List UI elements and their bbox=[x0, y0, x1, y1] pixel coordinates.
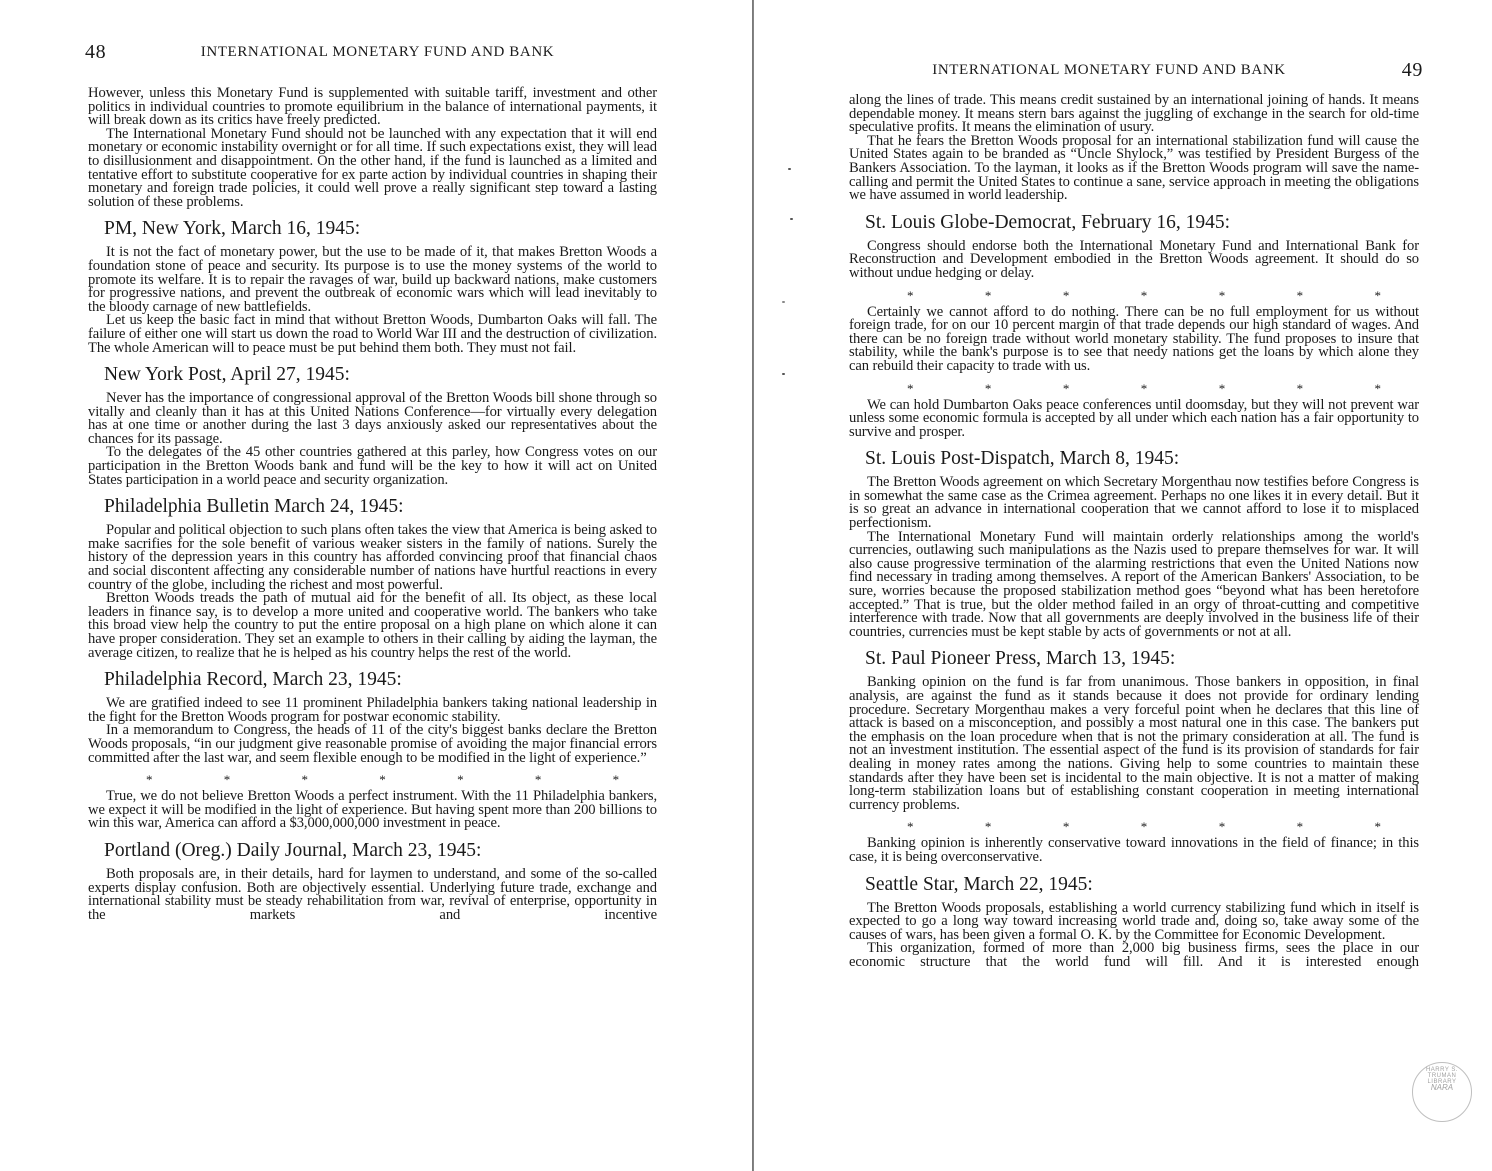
source-heading: St. Louis Globe-Democrat, February 16, 1945: bbox=[865, 211, 1231, 233]
paragraph: along the lines of trade. This means credit sustained by an international joining of hands. It means dependable money. It means stern bars against the juggling of exchange in the search for old-time speculative profits. It means the elimination of usury. bbox=[849, 92, 1419, 136]
source-heading: Philadelphia Bulletin March 24, 1945: bbox=[104, 496, 404, 518]
running-title-right: INTERNATIONAL MONETARY FUND AND BANK bbox=[932, 62, 1286, 78]
source-heading: Seattle Star, March 22, 1945: bbox=[865, 873, 1093, 895]
stamp-ring-text: HARRY S. TRUMAN LIBRARY bbox=[1425, 1067, 1459, 1085]
archive-stamp bbox=[1412, 1062, 1472, 1122]
left-running-head bbox=[85, 41, 657, 66]
scan-speck bbox=[782, 301, 785, 303]
paragraph: Banking opinion on the fund is far from unanimous. Those bankers in opposition, in final analysis, are against the fund as it stands because it does not provide for ordinary lending procedure. Secretary Morgenthau makes a very forceful point when he declares that this line of attack is based on a misconception, and possibly a most natural one in this case. The bankers put the emphasis on the loan procedure when that is not the primary consideration at all. The fund is not an investment institution. The essential aspect of the fund is its provision of standards for fair dealing in money rates among the nations. Giving help to some countries to maintain these standards after they have been set is incidental to the main objective. It is not a matter of making long-term stabilization loans but of establishing constant cooperation in meeting international currency problems. bbox=[849, 674, 1419, 813]
paragraph: That he fears the Bretton Woods proposal for an international stabilization fund will cause the United States again to be branded as “Uncle Shylock,” was testified by President Burgess of the Bankers Association. To the layman, it looks as if the Bretton Woods program will save the name-calling and permit the United States to continue a sane, service approach in meeting the obligations we have assumed in world leadership. bbox=[849, 132, 1419, 204]
ellipsis-stars: * * * * * * * bbox=[907, 819, 1381, 835]
source-heading: Portland (Oreg.) Daily Journal, March 23, 1945: bbox=[104, 839, 482, 861]
ellipsis-stars: * * * * * * * bbox=[907, 287, 1381, 303]
paragraph: Both proposals are, in their details, hard for laymen to understand, and some of the so-called experts display confusion. Both are objectively essential. Underlying future trade, exchange and international stability must be steady rehabilitation from war, revival of enterprise, opportunity in the markets and incentive bbox=[88, 865, 657, 923]
paragraph: Banking opinion is inherently conservative toward innovations in the field of finance; in this case, it is being overconservative. bbox=[849, 835, 1419, 865]
page-number-right: 49 bbox=[1401, 59, 1423, 81]
source-heading: New York Post, April 27, 1945: bbox=[104, 364, 350, 386]
source-heading: St. Louis Post-Dispatch, March 8, 1945: bbox=[865, 448, 1180, 470]
paragraph: The International Monetary Fund should not be launched with any expectation that it will end monetary or economic instability overnight or for all time. If such expectations exist, they will lead to disillusionment and disappointment. On the other hand, if the fund is launched as a limited and tentative effort to substitute cooperative for ex parte action by individual countries in shaping their monetary and foreign trade policies, it could well prove a really significant step toward a lasting solution of these problems. bbox=[88, 125, 657, 210]
scan-speck bbox=[782, 373, 785, 375]
paragraph: This organization, formed of more than 2,000 big business firms, sees the place in our economic structure that the world fund will fill. And it is interested enough bbox=[849, 940, 1419, 970]
source-heading: Philadelphia Record, March 23, 1945: bbox=[104, 669, 402, 691]
paragraph: We are gratified indeed to see 11 prominent Philadelphia bankers taking national leadership in the fight for the Bretton Woods program for postwar economic stability. bbox=[88, 695, 657, 725]
source-heading: PM, New York, March 16, 1945: bbox=[104, 218, 361, 240]
paragraph: Certainly we cannot afford to do nothing. There can be no full employment for us without foreign trade, for on our 10 percent margin of that trade depends our high standard of wages. And there can be no foreign trade without world monetary stability. The fund proposes to insure that stability, while the bank's purpose is to see that needy nations get the loans by which alone they can rebuild their capacity to trade with us. bbox=[849, 303, 1419, 374]
paragraph: Let us keep the basic fact in mind that without Bretton Woods, Dumbarton Oaks will fall. The failure of either one will start us down the road to World War III and the destruction of civilization. The whole American will to peace must be put behind them both. They must not fail. bbox=[88, 312, 657, 356]
paragraph: In a memorandum to Congress, the heads of 11 of the city's biggest banks declare the Bretton Woods proposals, “in our judgment give reasonable promise of avoiding the major financial errors committed after the last war, and seem flexible enough to be modified in the light of experience.” bbox=[88, 722, 657, 766]
paragraph: To the delegates of the 45 other countries gathered at this parley, how Congress votes on our participation in the Bretton Woods bank and fund will be the key to how it will act on United States participation in a world peace and security organization. bbox=[88, 444, 657, 488]
scan-speck bbox=[788, 168, 791, 170]
paragraph: Popular and political objection to such plans often takes the view that America is being asked to make sacrifies for the sole benefit of various weaker sisters in the family of nations. Surely the history of the depression years in this country has afforded convincing proof that financial chaos and social discontent affecting any considerable number of nations have hurtful reactions in every country of the globe, including the richest and most powerful. bbox=[88, 522, 657, 593]
right-page-body bbox=[849, 94, 1419, 970]
right-running-head bbox=[849, 59, 1423, 84]
source-heading: St. Paul Pioneer Press, March 13, 1945: bbox=[865, 648, 1176, 670]
paragraph: The Bretton Woods agreement on which Secretary Morgenthau now testifies before Congress is in somewhat the same case as the Crimea agreement. Perhaps no one likes it in every detail. But it is so great an advance in international cooperation that we cannot afford to lose it to misplaced perfectionism. bbox=[849, 474, 1419, 532]
book-spine bbox=[752, 0, 754, 1171]
ellipsis-stars: * * * * * * * bbox=[907, 380, 1381, 396]
paragraph: It is not the fact of monetary power, but the use to be made of it, that makes Bretton Woods a foundation stone of peace and security. Its purpose is to use the money systems of the world to promote its welfare. It is to repair the ravages of war, build up backward nations, make customers for progressive nations, and prevent the outbreak of economic wars which will lead inevitably to the bloody carnage of new battlefields. bbox=[88, 244, 657, 315]
paragraph: We can hold Dumbarton Oaks peace conferences until doomsday, but they will not prevent war unless some economic formula is accepted by all under which each nation has a fair opportunity to survive and prosper. bbox=[849, 396, 1419, 440]
paragraph: Congress should endorse both the International Monetary Fund and International Bank for Reconstruction and Development embodied in the Bretton Woods agreement. It should do so without undue hedging or delay. bbox=[849, 237, 1419, 281]
running-title-left: INTERNATIONAL MONETARY FUND AND BANK bbox=[200, 44, 555, 60]
scan-speck bbox=[790, 218, 793, 220]
paragraph: The Bretton Woods proposals, establishing a world currency stabilizing fund which in itself is expected to go a long way toward increasing world trade and, doing so, take away some of the causes of wars, has been given a formal O. K. by the Committee for Economic Development. bbox=[849, 899, 1419, 943]
ellipsis-stars: * * * * * * * bbox=[146, 772, 619, 788]
stamp-center-text: NARA bbox=[1430, 1083, 1454, 1092]
left-page-body bbox=[88, 87, 657, 922]
paragraph: However, unless this Monetary Fund is supplemented with suitable tariff, investment and other politics in individual countries to promote equilibrium in the balance of international payments, it will break down as its critics have freely predicted. bbox=[88, 85, 657, 129]
paragraph: The International Monetary Fund will maintain orderly relationships among the world's currencies, outlawing such manipulations as the Nazis used to prepare themselves for war. It will also cause progressive termination of the alarming restrictions that even the United Nations now find necessary in trading among themselves. A report of the American Bankers' Association, to be sure, worries because the proposed stabilization method goes “beyond what has been heretofore accepted.” That is true, but the older method failed in an orgy of throat-cutting and competitive interference with trade. Now that all governments are deeply involved in the business life of their countries, currencies must be kept stable by acts of governments or not at all. bbox=[849, 528, 1419, 640]
page-number-left: 48 bbox=[85, 41, 107, 63]
paragraph: Never has the importance of congressional approval of the Bretton Woods bill shone through so vitally and cleanly than it has at this United Nations Conference—for virtually every delegation has at one time or another during the last 3 days anxiously asked our representatives about the chances for its passage. bbox=[88, 390, 657, 447]
paragraph: True, we do not believe Bretton Woods a perfect instrument. With the 11 Philadelphia bankers, we expect it will be modified in the light of experience. But having spent more than 200 billions to win this war, America can afford a $3,000,000,000 investment in peace. bbox=[88, 788, 657, 832]
paragraph: Bretton Woods treads the path of mutual aid for the benefit of all. Its object, as these local leaders in finance say, is to develop a more united and cooperative world. The bankers who take this broad view help the country to put the entire proposal on a high plane on which alone it can have proper consideration. They set an example to others in their calling by aiding the layman, the average citizen, to realize that he is helped as his country helps the rest of the world. bbox=[88, 590, 657, 661]
